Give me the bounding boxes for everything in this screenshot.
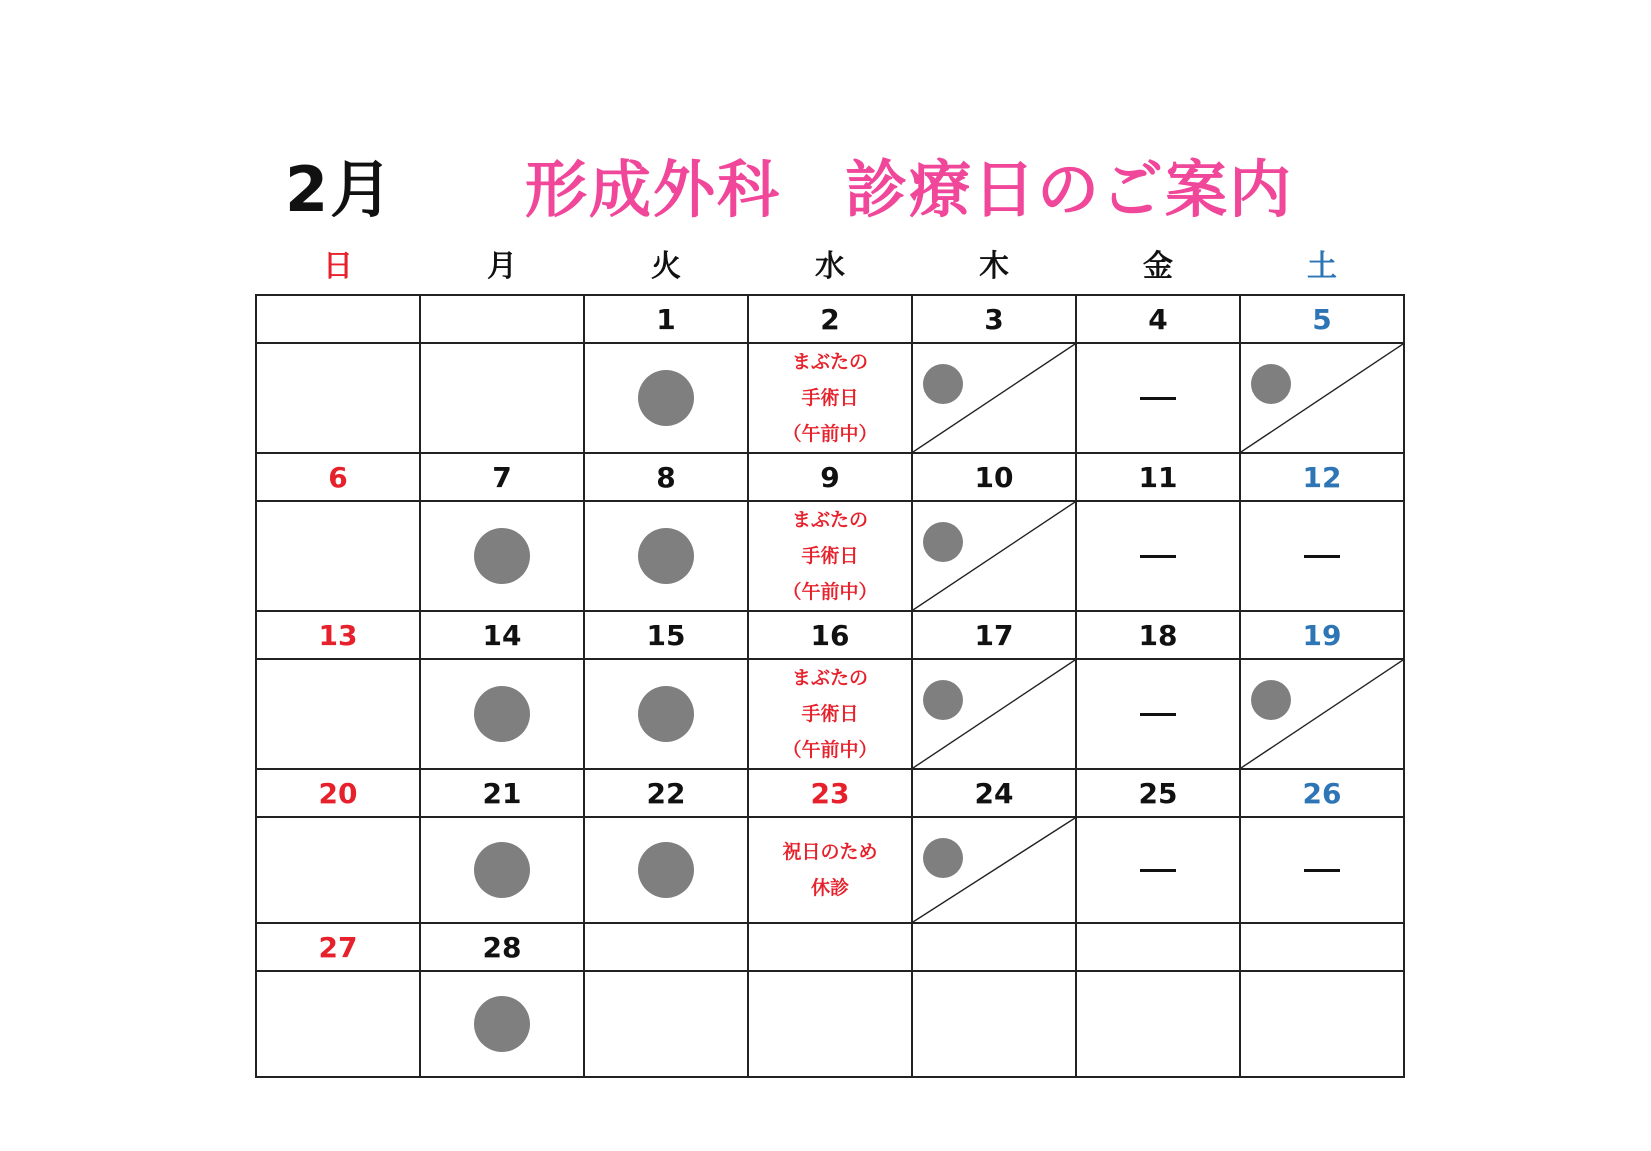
weekday-mon: 月 <box>487 249 517 284</box>
status-row <box>256 817 1404 923</box>
calendar-table <box>255 294 1405 1078</box>
status-cell-sun <box>256 971 420 1077</box>
status-cell-mon <box>420 817 584 923</box>
closed-dash-icon <box>1140 713 1176 716</box>
date-cell-sat: 26 <box>1240 769 1404 817</box>
status-row <box>256 659 1404 769</box>
date-row <box>256 453 1404 501</box>
status-cell-wed <box>748 343 912 453</box>
status-cell-mon <box>420 971 584 1077</box>
date-cell-tue: 22 <box>584 769 748 817</box>
weekday-sat: 土 <box>1307 249 1337 284</box>
date-cell-thu: 10 <box>912 453 1076 501</box>
title-row <box>0 150 1651 230</box>
status-cell-mon <box>420 501 584 611</box>
status-row <box>256 501 1404 611</box>
status-cell-tue <box>584 817 748 923</box>
closed-dash-icon <box>1140 869 1176 872</box>
status-cell-tue <box>584 971 748 1077</box>
department-title: 形成外科 診療日のご案内 <box>525 153 1294 226</box>
date-cell-mon: 21 <box>420 769 584 817</box>
status-cell-sat <box>1240 501 1404 611</box>
morning-circle-icon <box>1251 680 1291 720</box>
status-cell-fri <box>1076 659 1240 769</box>
status-cell-wed <box>748 817 912 923</box>
date-cell-sat: 5 <box>1240 295 1404 343</box>
date-cell-fri: 4 <box>1076 295 1240 343</box>
status-cell-sun <box>256 817 420 923</box>
holiday-closed-note: 祝日のため 休診 <box>782 841 878 899</box>
status-cell-wed <box>748 501 912 611</box>
closed-dash-icon <box>1140 555 1176 558</box>
date-cell-wed: 2 <box>748 295 912 343</box>
status-cell-mon <box>420 343 584 453</box>
date-cell-fri: 11 <box>1076 453 1240 501</box>
date-cell-fri <box>1076 923 1240 971</box>
half-day-mark <box>913 660 1075 768</box>
open-circle-icon <box>474 842 530 898</box>
date-cell-wed: 9 <box>748 453 912 501</box>
status-cell-fri <box>1076 501 1240 611</box>
status-cell-sat <box>1240 343 1404 453</box>
date-row <box>256 295 1404 343</box>
date-cell-thu <box>912 923 1076 971</box>
status-cell-sat <box>1240 971 1404 1077</box>
date-cell-sun <box>256 295 420 343</box>
date-cell-thu: 3 <box>912 295 1076 343</box>
weekday-fri: 金 <box>1143 249 1173 284</box>
status-row <box>256 343 1404 453</box>
weekday-thu: 木 <box>979 249 1009 284</box>
closed-dash-icon <box>1140 397 1176 400</box>
date-cell-wed: 16 <box>748 611 912 659</box>
morning-circle-icon <box>923 838 963 878</box>
date-cell-tue: 1 <box>584 295 748 343</box>
date-row <box>256 611 1404 659</box>
status-cell-mon <box>420 659 584 769</box>
status-cell-thu <box>912 817 1076 923</box>
morning-circle-icon <box>923 680 963 720</box>
date-cell-sun: 13 <box>256 611 420 659</box>
status-cell-tue <box>584 343 748 453</box>
open-circle-icon <box>638 528 694 584</box>
status-cell-tue <box>584 659 748 769</box>
closed-dash-icon <box>1304 869 1340 872</box>
date-cell-tue: 15 <box>584 611 748 659</box>
morning-circle-icon <box>923 522 963 562</box>
date-cell-fri: 18 <box>1076 611 1240 659</box>
date-cell-fri: 25 <box>1076 769 1240 817</box>
status-cell-sun <box>256 501 420 611</box>
date-cell-thu: 24 <box>912 769 1076 817</box>
date-cell-sun: 27 <box>256 923 420 971</box>
date-cell-sat <box>1240 923 1404 971</box>
half-day-mark <box>913 818 1075 922</box>
weekday-tue: 火 <box>651 249 681 284</box>
eyelid-surgery-note: まぶたの 手術日 （午前中） <box>782 667 878 761</box>
open-circle-icon <box>474 528 530 584</box>
eyelid-surgery-note: まぶたの 手術日 （午前中） <box>782 509 878 603</box>
status-cell-wed <box>748 659 912 769</box>
date-cell-mon: 7 <box>420 453 584 501</box>
date-cell-thu: 17 <box>912 611 1076 659</box>
open-circle-icon <box>638 370 694 426</box>
status-cell-sun <box>256 659 420 769</box>
status-cell-tue <box>584 501 748 611</box>
morning-circle-icon <box>923 364 963 404</box>
date-cell-mon: 14 <box>420 611 584 659</box>
open-circle-icon <box>638 686 694 742</box>
status-cell-thu <box>912 343 1076 453</box>
closed-dash-icon <box>1304 555 1340 558</box>
status-cell-thu <box>912 501 1076 611</box>
morning-circle-icon <box>1251 364 1291 404</box>
status-cell-sat <box>1240 659 1404 769</box>
half-day-mark <box>1241 344 1403 452</box>
status-cell-fri <box>1076 971 1240 1077</box>
open-circle-icon <box>474 996 530 1052</box>
status-cell-wed <box>748 971 912 1077</box>
status-cell-sun <box>256 343 420 453</box>
date-cell-sun: 6 <box>256 453 420 501</box>
date-cell-wed <box>748 923 912 971</box>
weekday-header <box>256 245 1404 289</box>
month-title: 2月 <box>285 153 395 226</box>
weekday-wed: 水 <box>815 249 845 284</box>
date-cell-sun: 20 <box>256 769 420 817</box>
date-cell-mon <box>420 295 584 343</box>
open-circle-icon <box>638 842 694 898</box>
date-cell-sat: 12 <box>1240 453 1404 501</box>
half-day-mark <box>913 502 1075 610</box>
weekday-sun: 日 <box>323 249 353 284</box>
status-cell-fri <box>1076 343 1240 453</box>
status-cell-sat <box>1240 817 1404 923</box>
half-day-mark <box>913 344 1075 452</box>
half-day-mark <box>1241 660 1403 768</box>
date-row <box>256 769 1404 817</box>
eyelid-surgery-note: まぶたの 手術日 （午前中） <box>782 351 878 445</box>
status-cell-thu <box>912 659 1076 769</box>
status-cell-fri <box>1076 817 1240 923</box>
date-cell-wed: 23 <box>748 769 912 817</box>
status-cell-thu <box>912 971 1076 1077</box>
date-cell-tue: 8 <box>584 453 748 501</box>
date-cell-sat: 19 <box>1240 611 1404 659</box>
open-circle-icon <box>474 686 530 742</box>
date-cell-tue <box>584 923 748 971</box>
date-cell-mon: 28 <box>420 923 584 971</box>
status-row <box>256 971 1404 1077</box>
date-row <box>256 923 1404 971</box>
